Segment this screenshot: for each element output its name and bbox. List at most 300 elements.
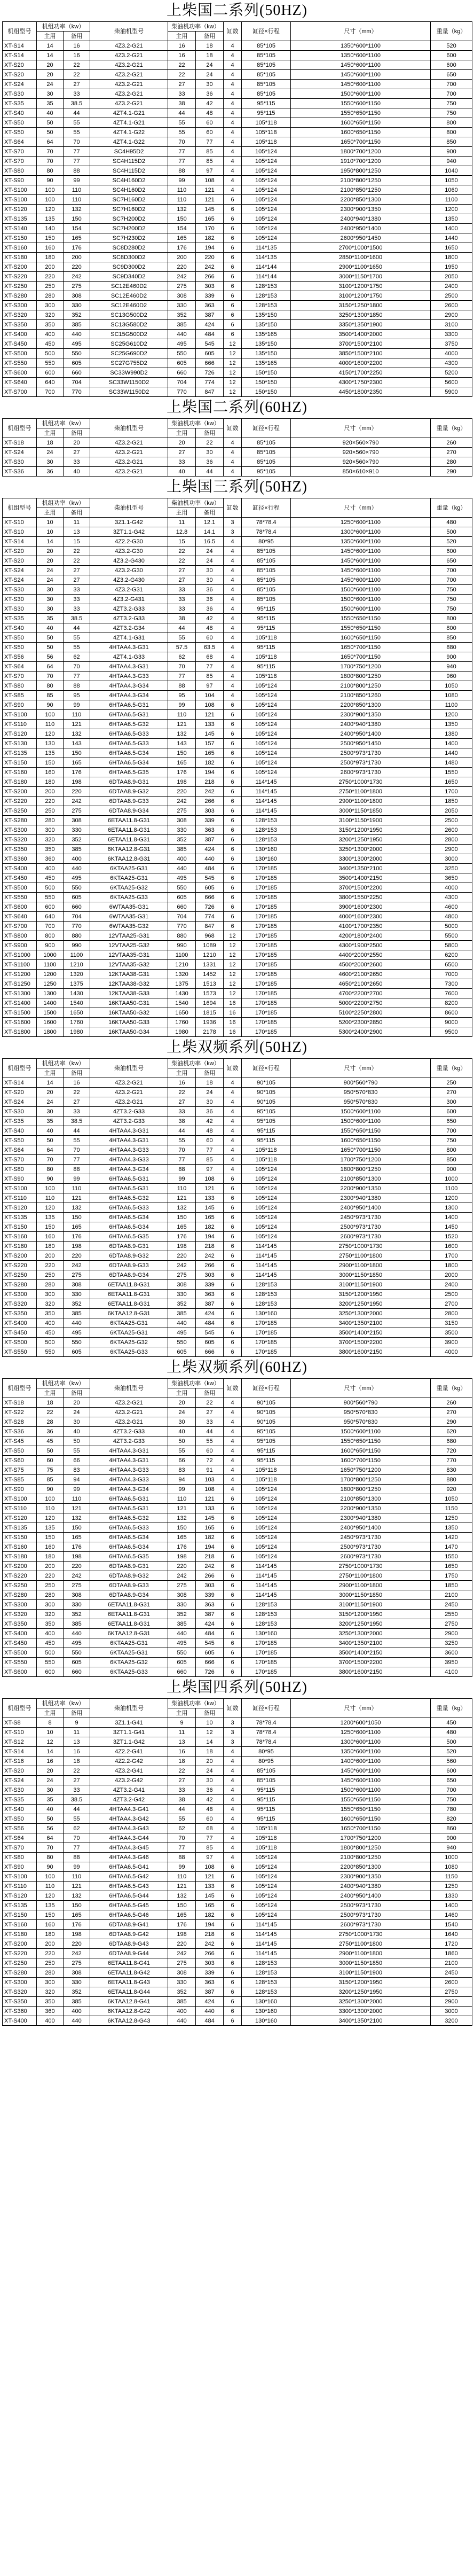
dimensions-cell: 900*560*790 [291, 1078, 431, 1088]
bore-stroke-cell: 95*115 [242, 108, 291, 118]
standby-power-cell: 385 [64, 1619, 90, 1629]
cylinders-cell: 6 [224, 214, 242, 224]
dimensions-cell: 2750*1000*1730 [291, 1562, 431, 1571]
standby-power-cell: 13 [64, 1737, 90, 1747]
cylinders-cell: 3 [224, 1737, 242, 1747]
engine-standby-power-cell: 968 [196, 931, 224, 941]
bore-stroke-cell: 114*145 [242, 1261, 291, 1270]
model-cell: XT-S12 [3, 1737, 37, 1747]
weight-cell: 600 [431, 547, 472, 556]
cylinders-cell: 12 [224, 358, 242, 368]
dimensions-cell: 3150*1200*1950 [291, 1610, 431, 1619]
engine-model-cell: 6HTAA6.5-G31 [90, 700, 168, 710]
engine-main-power-cell: 165 [168, 1222, 196, 1232]
engine-model-cell: 4HTAA4.3-G31 [90, 1126, 168, 1136]
engine-main-power-cell: 110 [168, 1184, 196, 1193]
model-cell: XT-S35 [3, 1117, 37, 1126]
cylinders-cell: 6 [224, 1891, 242, 1901]
table-row [3, 1097, 472, 1107]
standby-power-cell: 1430 [64, 989, 90, 998]
table-row [3, 1193, 472, 1203]
standby-power-cell: 440 [64, 2016, 90, 2026]
table-row [3, 1126, 472, 1136]
dimensions-cell: 1950*800*1250 [291, 166, 431, 176]
dimensions-cell: 2400*950*1400 [291, 1203, 431, 1213]
table-row [3, 652, 472, 662]
header-engine-power: 柴油机功率（kw） [168, 498, 224, 508]
bore-stroke-cell: 128*153 [242, 291, 291, 301]
engine-model-cell: 4ZT4.1-G33 [90, 652, 168, 662]
table-row [3, 448, 472, 457]
weight-cell: 4300 [431, 358, 472, 368]
standby-power-cell: 70 [64, 1833, 90, 1843]
engine-standby-power-cell: 30 [196, 1776, 224, 1785]
model-cell: XT-S100 [3, 195, 37, 205]
dimensions-cell: 3200*1250*1950 [291, 1619, 431, 1629]
model-cell: XT-S180 [3, 1930, 37, 1939]
engine-model-cell: SC7H200D2 [90, 224, 168, 233]
bore-stroke-cell: 130*160 [242, 1629, 291, 1638]
engine-main-power-cell: 22 [168, 60, 196, 70]
table-row [3, 854, 472, 864]
bore-stroke-cell: 85*105 [242, 60, 291, 70]
dimensions-cell: 1650*750*1200 [291, 1465, 431, 1475]
bore-stroke-cell: 135*165 [242, 358, 291, 368]
standby-power-cell: 132 [64, 1513, 90, 1523]
model-cell: XT-S350 [3, 1619, 37, 1629]
table-row [3, 195, 472, 205]
engine-standby-power-cell: 48 [196, 108, 224, 118]
table-row [3, 806, 472, 816]
standby-power-cell: 220 [64, 1562, 90, 1571]
spec-table [2, 498, 472, 1037]
model-cell: XT-S320 [3, 1299, 37, 1309]
cylinders-cell: 12 [224, 979, 242, 989]
header-dimensions: 尺寸（mm） [291, 419, 431, 438]
cylinders-cell: 6 [224, 873, 242, 883]
standby-power-cell: 385 [64, 1997, 90, 2007]
cylinders-cell: 4 [224, 1097, 242, 1107]
table-row [3, 1485, 472, 1494]
section-title: 上柴国二系列(50HZ) [167, 2, 307, 19]
header-row [3, 1379, 472, 1388]
bore-stroke-cell: 105*124 [242, 1485, 291, 1494]
cylinders-cell: 4 [224, 556, 242, 566]
engine-standby-power-cell: 242 [196, 1562, 224, 1571]
engine-model-cell: 4HTAA4.3-G33 [90, 1145, 168, 1155]
engine-model-cell: 6DTAA8.9-G34 [90, 1590, 168, 1600]
table-row [3, 320, 472, 330]
engine-model-cell: 6KTAA25-G31 [90, 1638, 168, 1648]
table-row [3, 291, 472, 301]
weight-cell: 3250 [431, 864, 472, 873]
model-cell: XT-S1000 [3, 950, 37, 960]
dimensions-cell: 3800*1600*2150 [291, 1347, 431, 1357]
table-row [3, 1766, 472, 1776]
dimensions-cell: 2750*1100*1800 [291, 1251, 431, 1261]
main-power-cell: 160 [37, 768, 64, 777]
engine-model-cell: SC13G500D2 [90, 310, 168, 320]
bore-stroke-cell: 114*145 [242, 1562, 291, 1571]
standby-power-cell: 94 [64, 1475, 90, 1485]
engine-main-power-cell: 605 [168, 893, 196, 902]
engine-standby-power-cell: 726 [196, 368, 224, 378]
engine-main-power-cell: 352 [168, 1610, 196, 1619]
main-power-cell: 85 [37, 691, 64, 700]
main-power-cell: 360 [37, 854, 64, 864]
bore-stroke-cell: 105*118 [242, 672, 291, 681]
engine-standby-power-cell: 36 [196, 1785, 224, 1795]
dimensions-cell: 3500*1400*2000 [291, 330, 431, 339]
engine-main-power-cell: 77 [168, 157, 196, 166]
dimensions-cell: 1200*600*1050 [291, 1718, 431, 1728]
model-cell: XT-S180 [3, 1552, 37, 1562]
main-power-cell: 30 [37, 1107, 64, 1117]
table-row [3, 691, 472, 700]
weight-cell: 960 [431, 672, 472, 681]
standby-power-cell: 150 [64, 1523, 90, 1533]
engine-model-cell: 4Z3.2-G21 [90, 1097, 168, 1107]
cylinders-cell: 12 [224, 339, 242, 349]
dimensions-cell: 2400*940*1380 [291, 214, 431, 224]
main-power-cell: 30 [37, 1785, 64, 1795]
engine-model-cell: 4Z3.2-G21 [90, 41, 168, 51]
engine-main-power-cell: 110 [168, 195, 196, 205]
table-row [3, 1728, 472, 1737]
engine-model-cell: 4ZT3.2-G33 [90, 1427, 168, 1437]
weight-cell: 860 [431, 1824, 472, 1833]
model-cell: XT-S350 [3, 845, 37, 854]
bore-stroke-cell: 128*153 [242, 1290, 291, 1299]
engine-model-cell: 6HTAA6.5-G31 [90, 1174, 168, 1184]
dimensions-cell: 950*570*830 [291, 1097, 431, 1107]
dimensions-cell: 3250*1300*2000 [291, 1309, 431, 1318]
engine-standby-power-cell: 182 [196, 1222, 224, 1232]
header-engine-main: 主用 [168, 32, 196, 41]
table-row [3, 902, 472, 912]
engine-standby-power-cell: 339 [196, 816, 224, 825]
engine-main-power-cell: 9 [168, 1718, 196, 1728]
cylinders-cell: 6 [224, 282, 242, 291]
standby-power-cell: 605 [64, 1347, 90, 1357]
engine-model-cell: 6DTAA8.9-G33 [90, 1261, 168, 1270]
cylinders-cell: 4 [224, 1805, 242, 1814]
engine-main-power-cell: 198 [168, 1930, 196, 1939]
header-cylinders: 缸数 [224, 419, 242, 438]
standby-power-cell: 38.5 [64, 1117, 90, 1126]
bore-stroke-cell: 105*124 [242, 185, 291, 195]
model-cell: XT-S200 [3, 787, 37, 797]
engine-standby-power-cell: 121 [196, 1872, 224, 1882]
cylinders-cell: 6 [224, 1562, 242, 1571]
standby-power-cell: 95 [64, 691, 90, 700]
engine-main-power-cell: 22 [168, 556, 196, 566]
main-power-cell: 450 [37, 1638, 64, 1648]
bore-stroke-cell: 105*124 [242, 758, 291, 768]
model-cell: XT-S500 [3, 883, 37, 893]
main-power-cell: 400 [37, 864, 64, 873]
table-row [3, 1117, 472, 1126]
bore-stroke-cell: 105*124 [242, 1203, 291, 1213]
engine-standby-power-cell: 85 [196, 1843, 224, 1853]
engine-model-cell: 6HTAA6.5-G34 [90, 1542, 168, 1552]
bore-stroke-cell: 85*105 [242, 70, 291, 80]
standby-power-cell: 33 [64, 1107, 90, 1117]
dimensions-cell: 1350*600*1100 [291, 41, 431, 51]
weight-cell: 700 [431, 1126, 472, 1136]
cylinders-cell: 4 [224, 147, 242, 157]
model-cell: XT-S10 [3, 527, 37, 537]
bore-stroke-cell: 80*95 [242, 537, 291, 547]
engine-standby-power-cell: 424 [196, 1619, 224, 1629]
cylinders-cell: 6 [224, 748, 242, 758]
cylinders-cell: 6 [224, 739, 242, 748]
engine-model-cell: 6HTAA6.5-G33 [90, 1203, 168, 1213]
standby-power-cell: 99 [64, 1862, 90, 1872]
cylinders-cell: 4 [224, 1785, 242, 1795]
spec-section [2, 1677, 472, 2026]
engine-main-power-cell: 1650 [168, 1008, 196, 1018]
weight-cell: 3100 [431, 320, 472, 330]
engine-model-cell: 4Z3.2-G21 [90, 457, 168, 467]
engine-main-power-cell: 33 [168, 585, 196, 595]
standby-power-cell: 99 [64, 700, 90, 710]
table-row [3, 1261, 472, 1270]
model-cell: XT-S350 [3, 1309, 37, 1318]
bore-stroke-cell: 128*153 [242, 816, 291, 825]
model-cell: XT-S250 [3, 1581, 37, 1590]
model-cell: XT-S60 [3, 1456, 37, 1465]
engine-model-cell: SC7H160D2 [90, 205, 168, 214]
standby-power-cell: 99 [64, 176, 90, 185]
engine-main-power-cell: 38 [168, 1795, 196, 1805]
engine-model-cell: 3ZT1.1-G42 [90, 527, 168, 537]
main-power-cell: 22 [37, 1408, 64, 1417]
weight-cell: 4800 [431, 912, 472, 922]
header-bore-stroke: 缸径×行程 [242, 419, 291, 438]
cylinders-cell: 6 [224, 1232, 242, 1242]
main-power-cell: 350 [37, 320, 64, 330]
engine-standby-power-cell: 18 [196, 1078, 224, 1088]
cylinders-cell: 6 [224, 1920, 242, 1930]
weight-cell: 270 [431, 448, 472, 457]
engine-model-cell: 4HTAA4.3-G31 [90, 643, 168, 652]
table-row [3, 873, 472, 883]
table-row [3, 99, 472, 108]
cylinders-cell: 4 [224, 41, 242, 51]
engine-model-cell: 3Z1.1-G41 [90, 1718, 168, 1728]
engine-standby-power-cell: 545 [196, 339, 224, 349]
cylinders-cell: 4 [224, 176, 242, 185]
engine-model-cell: 6ETAA11.8-G44 [90, 1987, 168, 1997]
table-row [3, 1174, 472, 1184]
table-row [3, 301, 472, 310]
dimensions-cell: 1350*600*1100 [291, 1747, 431, 1757]
weight-cell: 2450 [431, 1600, 472, 1610]
main-power-cell: 56 [37, 652, 64, 662]
table-row [3, 883, 472, 893]
bore-stroke-cell: 170*185 [242, 893, 291, 902]
model-cell: XT-S28 [3, 1417, 37, 1427]
cylinders-cell: 6 [224, 2016, 242, 2026]
cylinders-cell: 4 [224, 614, 242, 623]
main-power-cell: 18 [37, 438, 64, 448]
main-power-cell: 36 [37, 467, 64, 477]
engine-model-cell: 4ZT4.1-G22 [90, 128, 168, 137]
engine-main-power-cell: 33 [168, 604, 196, 614]
table-row [3, 1562, 472, 1571]
standby-power-cell: 44 [64, 108, 90, 118]
dimensions-cell: 3150*1250*1800 [291, 301, 431, 310]
engine-standby-power-cell: 242 [196, 1251, 224, 1261]
engine-main-power-cell: 1980 [168, 1027, 196, 1037]
model-cell: XT-S20 [3, 60, 37, 70]
header-row [3, 1699, 472, 1708]
dimensions-cell: 3000*1150*1850 [291, 1590, 431, 1600]
main-power-cell: 500 [37, 1648, 64, 1658]
main-power-cell: 80 [37, 166, 64, 176]
cylinders-cell: 6 [224, 1242, 242, 1251]
engine-main-power-cell: 1375 [168, 979, 196, 989]
table-row [3, 1222, 472, 1232]
dimensions-cell: 2500*973*1730 [291, 1222, 431, 1232]
dimensions-cell: 1550*650*1150 [291, 108, 431, 118]
model-cell: XT-S500 [3, 1338, 37, 1347]
cylinders-cell: 6 [224, 1347, 242, 1357]
model-cell: XT-S200 [3, 262, 37, 272]
header-bore-stroke: 缸径×行程 [242, 22, 291, 41]
table-row [3, 1571, 472, 1581]
cylinders-cell: 6 [224, 1619, 242, 1629]
bore-stroke-cell: 114*135 [242, 243, 291, 253]
engine-main-power-cell: 1540 [168, 998, 196, 1008]
bore-stroke-cell: 170*185 [242, 1658, 291, 1667]
cylinders-cell: 6 [224, 1328, 242, 1338]
weight-cell: 750 [431, 604, 472, 614]
engine-main-power-cell: 352 [168, 310, 196, 320]
weight-cell: 520 [431, 1747, 472, 1757]
dimensions-cell: 4150*1700*2250 [291, 368, 431, 378]
engine-main-power-cell: 200 [168, 253, 196, 262]
bore-stroke-cell: 105*124 [242, 233, 291, 243]
engine-main-power-cell: 88 [168, 1853, 196, 1862]
engine-main-power-cell: 198 [168, 777, 196, 787]
engine-standby-power-cell: 55 [196, 1437, 224, 1446]
model-cell: XT-S150 [3, 1222, 37, 1232]
weight-cell: 720 [431, 1446, 472, 1456]
engine-standby-power-cell: 108 [196, 700, 224, 710]
engine-standby-power-cell: 1089 [196, 941, 224, 950]
dimensions-cell: 2300*940*1380 [291, 1193, 431, 1203]
section-title: 上柴国四系列(50HZ) [167, 1679, 307, 1696]
table-row [3, 1155, 472, 1165]
engine-model-cell: 4HTAA4.3-G44 [90, 1833, 168, 1843]
cylinders-cell: 4 [224, 1155, 242, 1165]
engine-main-power-cell: 55 [168, 118, 196, 128]
engine-main-power-cell: 495 [168, 873, 196, 883]
main-power-cell: 18 [37, 1398, 64, 1408]
model-cell: XT-S64 [3, 137, 37, 147]
model-cell: XT-S20 [3, 1088, 37, 1097]
main-power-cell: 50 [37, 128, 64, 137]
dimensions-cell: 5300*2400*2900 [291, 1027, 431, 1037]
dimensions-cell: 3500*1400*2150 [291, 1328, 431, 1338]
main-power-cell: 110 [37, 720, 64, 729]
engine-main-power-cell: 70 [168, 662, 196, 672]
standby-power-cell: 495 [64, 339, 90, 349]
engine-main-power-cell: 150 [168, 214, 196, 224]
engine-main-power-cell: 38 [168, 99, 196, 108]
cylinders-cell: 12 [224, 349, 242, 358]
bore-stroke-cell: 105*124 [242, 195, 291, 205]
dimensions-cell: 1500*600*1100 [291, 585, 431, 595]
engine-standby-power-cell: 218 [196, 1552, 224, 1562]
cylinders-cell: 16 [224, 1027, 242, 1037]
engine-standby-power-cell: 545 [196, 873, 224, 883]
standby-power-cell: 33 [64, 89, 90, 99]
main-power-cell: 900 [37, 941, 64, 950]
engine-standby-power-cell: 182 [196, 758, 224, 768]
model-cell: XT-S180 [3, 1242, 37, 1251]
model-cell: XT-S36 [3, 1427, 37, 1437]
main-power-cell: 160 [37, 1232, 64, 1242]
engine-model-cell: SC9D340D2 [90, 272, 168, 282]
engine-standby-power-cell: 165 [196, 1523, 224, 1533]
header-weight: 重量（kg） [431, 419, 472, 438]
engine-model-cell: 6ETAA11.8-G31 [90, 1290, 168, 1299]
standby-power-cell: 55 [64, 633, 90, 643]
bore-stroke-cell: 114*145 [242, 806, 291, 816]
model-cell: XT-S200 [3, 1251, 37, 1261]
dimensions-cell: 2750*1100*1800 [291, 1939, 431, 1949]
header-model: 机组型号 [3, 1699, 37, 1718]
model-cell: XT-S20 [3, 547, 37, 556]
engine-standby-power-cell: 218 [196, 777, 224, 787]
engine-standby-power-cell: 145 [196, 729, 224, 739]
engine-model-cell: 6KTAA25-G32 [90, 1338, 168, 1347]
standby-power-cell: 9 [64, 1718, 90, 1728]
dimensions-cell: 1650*700*1150 [291, 652, 431, 662]
model-cell: XT-S250 [3, 1958, 37, 1968]
bore-stroke-cell: 105*118 [242, 137, 291, 147]
header-engine-main: 主用 [168, 1388, 196, 1398]
cylinders-cell: 4 [224, 118, 242, 128]
bore-stroke-cell: 130*160 [242, 854, 291, 864]
engine-main-power-cell: 110 [168, 1872, 196, 1882]
engine-main-power-cell: 352 [168, 1299, 196, 1309]
table-row [3, 1088, 472, 1097]
main-power-cell: 20 [37, 60, 64, 70]
weight-cell: 880 [431, 643, 472, 652]
bore-stroke-cell: 105*124 [242, 1910, 291, 1920]
weight-cell: 2400 [431, 282, 472, 291]
cylinders-cell: 4 [224, 1475, 242, 1485]
cylinders-cell: 6 [224, 1872, 242, 1882]
main-power-cell: 280 [37, 1280, 64, 1290]
cylinders-cell: 6 [224, 1552, 242, 1562]
standby-power-cell: 495 [64, 873, 90, 883]
engine-model-cell: SC4H95D2 [90, 147, 168, 157]
weight-cell: 2800 [431, 1309, 472, 1318]
cylinders-cell: 6 [224, 835, 242, 845]
engine-standby-power-cell: 10 [196, 1718, 224, 1728]
header-model: 机组型号 [3, 419, 37, 438]
engine-main-power-cell: 110 [168, 1494, 196, 1504]
cylinders-cell: 4 [224, 623, 242, 633]
dimensions-cell: 2400*940*1380 [291, 720, 431, 729]
engine-standby-power-cell: 266 [196, 272, 224, 282]
main-power-cell: 1100 [37, 960, 64, 970]
